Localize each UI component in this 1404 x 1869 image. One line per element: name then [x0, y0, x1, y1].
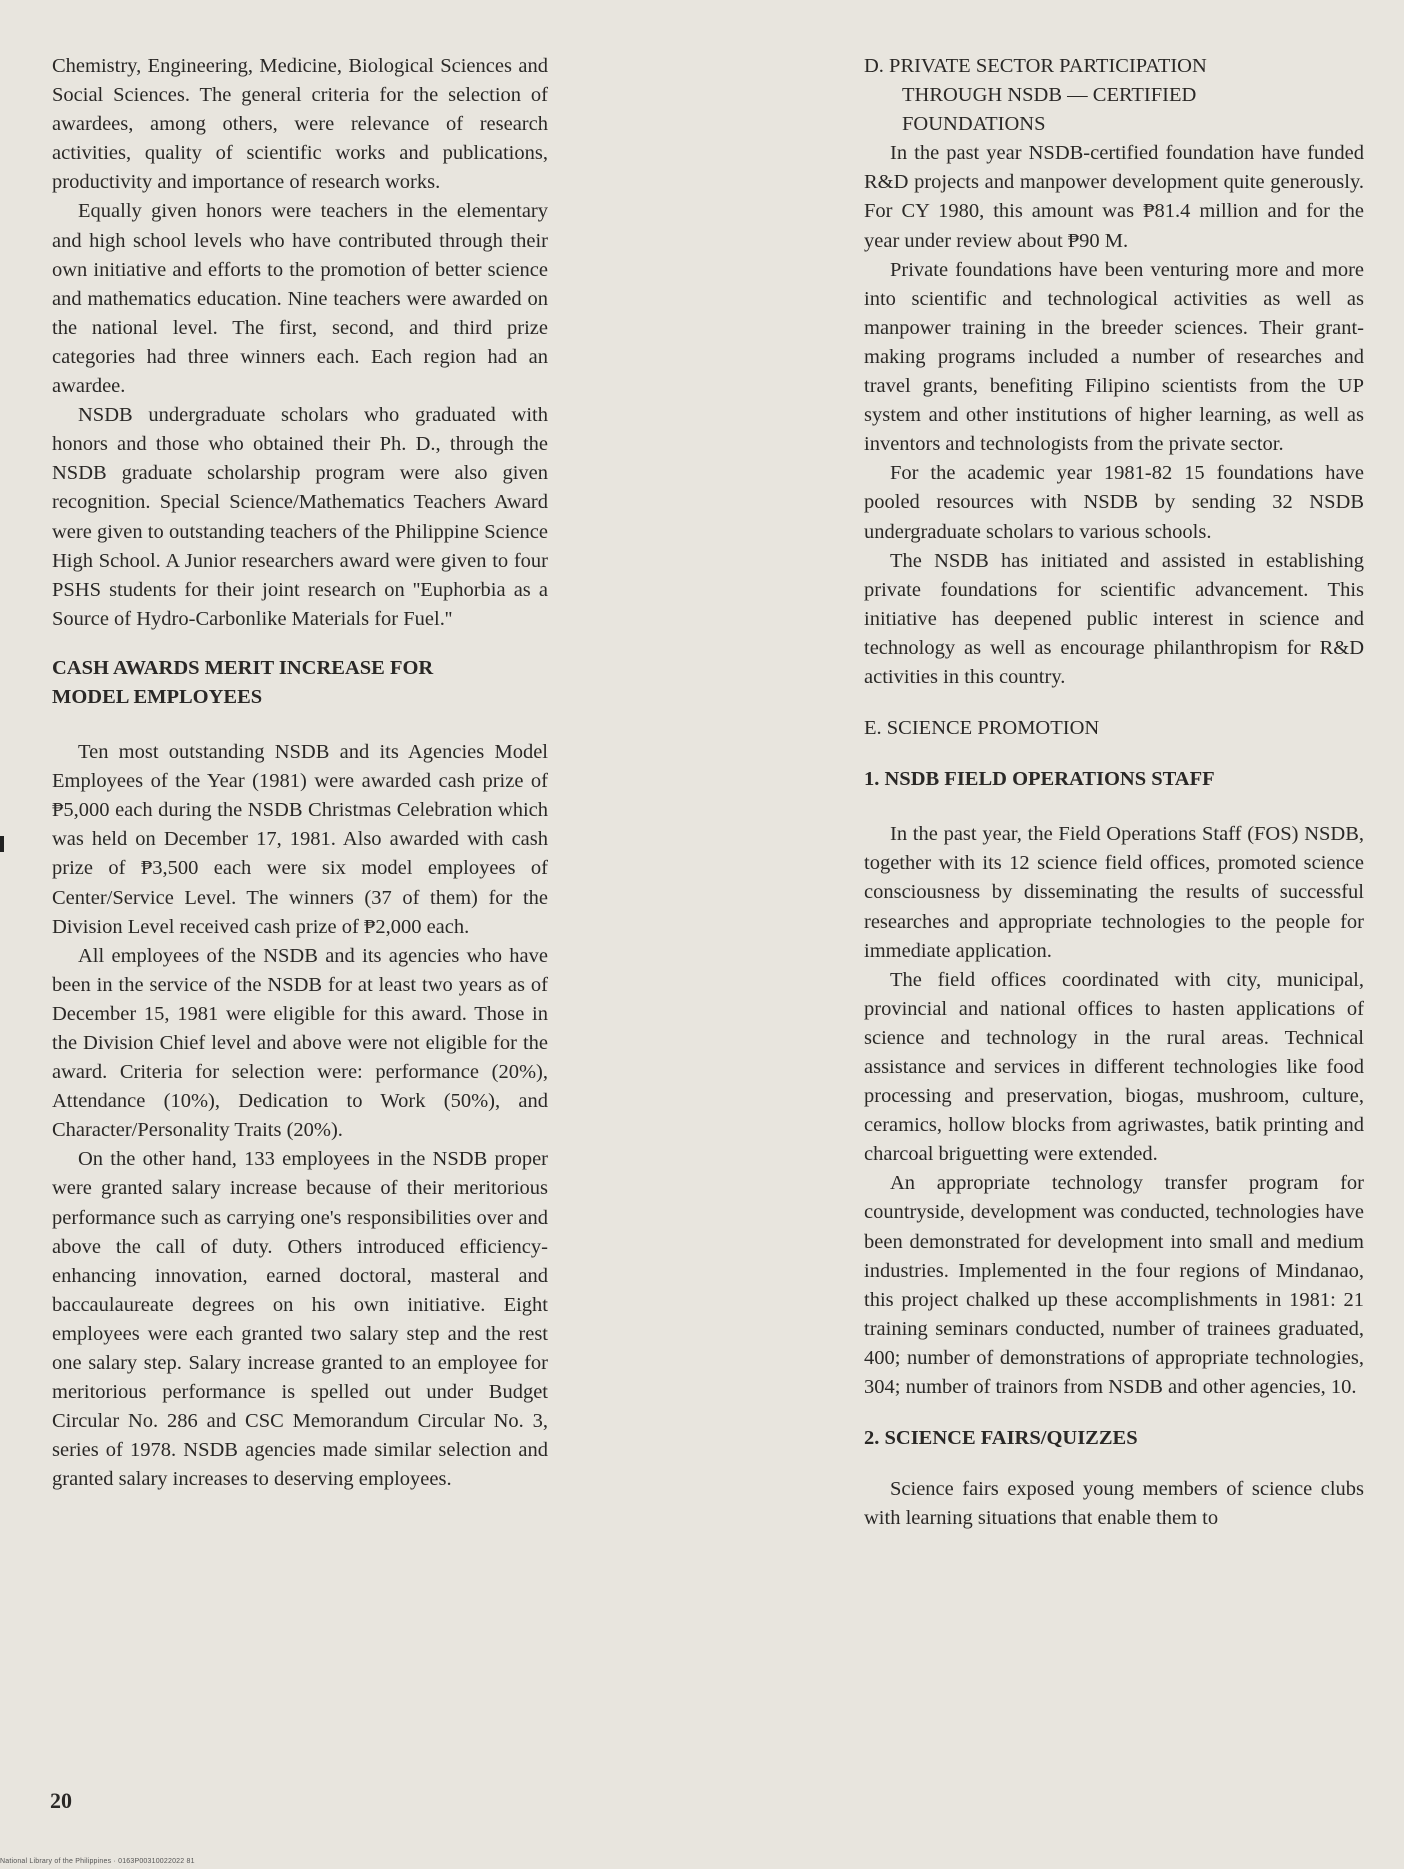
left-column [52, 52, 548, 1495]
page-number: 20 [50, 1788, 72, 1813]
paragraph: The NSDB has initiated and assisted in establishing private foundations for scientific advancement. This initiative has deepened public interest in science and technology as well as encourage philanthropism for R&D activities in this country. [864, 549, 1364, 688]
paragraph: In the past year, the Field Operations Staff (FOS) NSDB, together with its 12 science field offices, promoted science consciousness by disseminating the results of successful researches and appropriate technologies to the people for immediate application. [864, 823, 1364, 962]
paragraph: Private foundations have been venturing more and more into scientific and technological activities as well as manpower training in the breeder sciences. Their grant-making programs included a number of researches and travel grants, benefiting Filipino scientists from the UP system and other institutions of higher learning, as well as inventors and technologists from the private sector. [864, 258, 1364, 456]
paragraph: Science fairs exposed young members of science clubs with learning situations that enable them to [864, 1478, 1364, 1530]
heading-line: THROUGH NSDB — CERTIFIED [902, 84, 1197, 107]
heading-line: FOUNDATIONS [902, 113, 1046, 136]
subsection-heading-field-operations: 1. NSDB FIELD OPERATIONS STAFF [864, 768, 1215, 791]
paragraph: The field offices coordinated with city, municipal, provincial and national offices to hasten applications of science and technology in the rural areas. Technical assistance and services in different technologies like food processing and preservation, biogas, mushroom, culture, ceramics, hollow blocks from agriwastes, batik printing and charcoal briguetting were extended. [864, 968, 1364, 1166]
heading-line: CASH AWARDS MERIT INCREASE FOR [52, 656, 434, 679]
section-heading-cash-awards [52, 654, 548, 712]
paragraph: Equally given honors were teachers in the elementary and high school levels who have contributed through their own initiative and efforts to the promotion of better science and mathematics education. Nine teachers were awarded on the national level. The first, second, and third prize categories had three winners each. Each region had an awardee. [52, 200, 548, 398]
paragraph: On the other hand, 133 employees in the NSDB proper were granted salary increase because of their meritorious performance such as carrying one's responsibilities over and above the call of duty. Others introduced efficiency-enhancing innovation, earned doctoral, masteral and baccaulaureate degrees on his own initiative. Eight employees were each granted two salary step and the rest one salary step. Salary increase granted to an employee for meritorious performance is spelled out under Budget Circular No. 286 and CSC Memorandum Circular No. 3, series of 1978. NSDB agencies made similar selection and granted salary increases to deserving employees. [52, 1148, 548, 1491]
paragraph: For the academic year 1981-82 15 foundations have pooled resources with NSDB by sending 32 NSDB undergraduate scholars to various schools. [864, 462, 1364, 543]
section-heading-d [864, 52, 1364, 139]
right-column [864, 52, 1364, 1533]
subsection-heading-science-fairs: 2. SCIENCE FAIRS/QUIZZES [864, 1427, 1138, 1450]
paragraph: In the past year NSDB-certified foundation have funded R&D projects and manpower development quite generously. For CY 1980, this amount was ₱81.4 million and for the year under review about ₱90 M. [864, 142, 1364, 252]
paragraph: An appropriate technology transfer program for countryside, development was conducted, technologies have been demonstrated for development into small and medium industries. Implemented in the four regions of Mindanao, this project chalked up these accomplishments in 1981: 21 training seminars conducted, number of trainees graduated, 400; number of demonstrations of appropriate technologies, 304; number of trainors from NSDB and other agencies, 10. [864, 1172, 1364, 1399]
paragraph: NSDB undergraduate scholars who graduated with honors and those who obtained their Ph. D., through the NSDB graduate scholarship program were also given recognition. Special Science/Mathematics Teachers Award were given to outstanding teachers of the Philippine Science High School. A Junior researchers award were given to four PSHS students for their joint research on ''Euphorbia as a Source of Hydro-Carbonlike Materials for Fuel.'' [52, 404, 548, 630]
binding-mark [0, 836, 4, 852]
paragraph: All employees of the NSDB and its agencies who have been in the service of the NSDB for at least two years as of December 15, 1981 were eligible for this award. Those in the Division Chief level and above were not eligible for the award. Criteria for selection were: performance (20%), Attendance (10%), Dedication to Work (50%), and Character/Personality Traits (20%). [52, 944, 548, 1142]
scan-footer-strip: National Library of the Philippines · 0163P00310022022 81 [0, 1858, 195, 1865]
heading-line: D. PRIVATE SECTOR PARTICIPATION [864, 55, 1207, 77]
paragraph: Chemistry, Engineering, Medicine, Biological Sciences and Social Sciences. The general criteria for the selection of awardees, among others, were relevance of research activities, quality of scientific works and publications, productivity and importance of research works. [52, 55, 548, 194]
paragraph: Ten most outstanding NSDB and its Agencies Model Employees of the Year (1981) were awarded cash prize of ₱5,000 each during the NSDB Christmas Celebration which was held on December 17, 1981. Also awarded with cash prize of ₱3,500 each were six model employees of Center/Service Level. The winners (37 of them) for the Division Level received cash prize of ₱2,000 each. [52, 741, 548, 938]
section-heading-e: E. SCIENCE PROMOTION [864, 717, 1100, 740]
heading-line: MODEL EMPLOYEES [52, 685, 263, 708]
